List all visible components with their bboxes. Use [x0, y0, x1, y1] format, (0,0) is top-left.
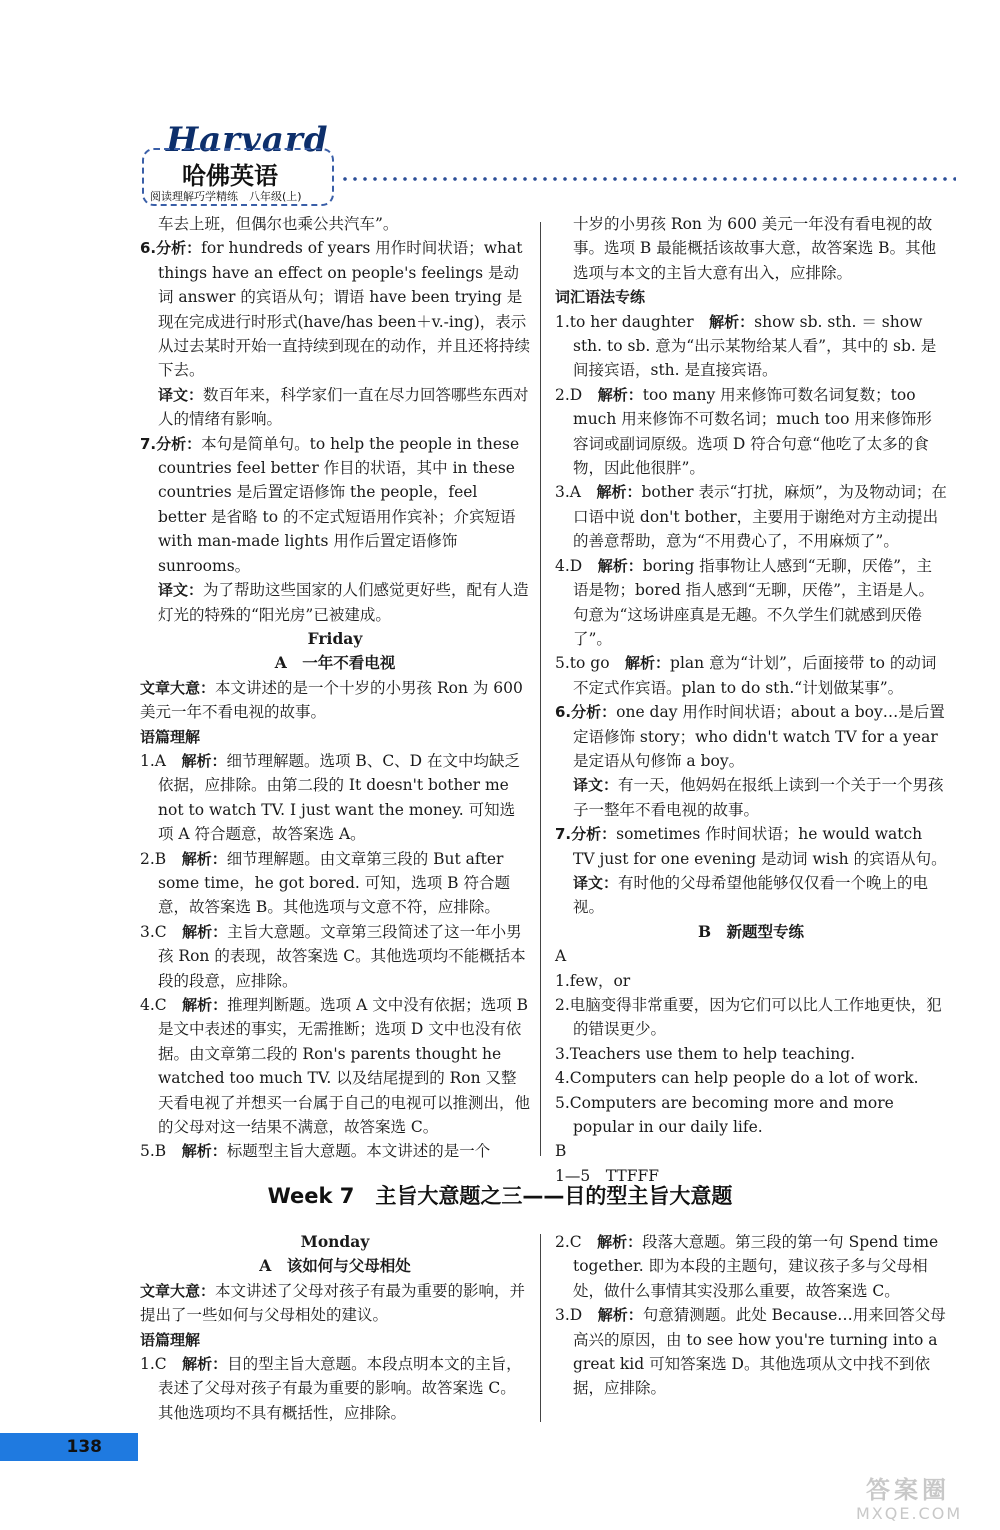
- answer-text: 1.few，or: [555, 971, 631, 990]
- answer-column-top-right: [555, 212, 947, 1188]
- watermark-url: MXQE.COM: [856, 1504, 963, 1523]
- answer-text: 5.to go: [555, 654, 626, 673]
- answer-paragraph: [555, 871, 947, 920]
- answer-text: 1.to her daughter: [555, 312, 710, 331]
- answer-text: 4.Computers can help people do a lot of work.: [555, 1069, 919, 1088]
- week-section-title: Week 7 主旨大意题之三——目的型主旨大意题: [267, 1184, 733, 1208]
- answer-paragraph: [555, 285, 947, 309]
- answer-text: B 新题型专练: [697, 921, 805, 941]
- answer-text: 有一天，他妈妈在报纸上读到一个关于一个男孩子一整年不看电视的故事。: [573, 776, 944, 819]
- answer-paragraph: [555, 1066, 947, 1090]
- answer-text: 4.D: [555, 556, 598, 575]
- answer-label: 语篇理解: [140, 1330, 201, 1349]
- answer-text: 1.A: [140, 751, 182, 770]
- answer-paragraph: [140, 1279, 530, 1328]
- answer-paragraph: [140, 627, 530, 651]
- answer-text: show sb. sth. ＝ show sth. to sb. 意为“出示某物给某人看”，其中的 sb. 是间接宾语，sth. 是直接宾语。: [573, 312, 937, 380]
- answer-label: 解析：: [597, 385, 643, 404]
- answer-text: 十岁的小男孩 Ron 为 600 美元一年没有看电视的故事。选项 B 最能概括该故事大意，故答案选 B。其他选项与本文的主旨大意有出入，应排除。: [573, 215, 937, 282]
- answer-label: 7.分析：: [555, 825, 617, 844]
- answer-text: sometimes 作时间状语；he would watch TV just for one evening 是动词 wish 的宾语从句。: [573, 825, 947, 868]
- answer-label: 解析：: [596, 483, 642, 502]
- answer-paragraph: [555, 310, 947, 383]
- answer-paragraph: [555, 773, 947, 822]
- answer-label: 词汇语法专练: [555, 288, 646, 307]
- answer-label: 解析：: [181, 1142, 227, 1161]
- answer-text: 本句是简单句。to help the people in these countries feel better 作目的状语，其中 in these countries 是后置定语修饰 the people，feel better 是省略 to 的不定式短语用作宾补；介宾短语 with man-made lights 用作后置定语修饰 sunrooms。: [158, 434, 520, 575]
- answer-label: 解析：: [182, 1355, 228, 1374]
- answer-paragraph: [555, 651, 947, 700]
- answer-paragraph: [555, 554, 947, 652]
- answer-paragraph: [140, 383, 530, 432]
- answer-paragraph: [140, 676, 530, 725]
- answer-label: 6.分析：: [555, 703, 617, 722]
- answer-label: 译文：: [573, 873, 619, 892]
- answer-text: 3.Teachers use them to help teaching.: [555, 1044, 856, 1063]
- answer-paragraph: [555, 944, 947, 968]
- answer-paragraph: [555, 1091, 947, 1140]
- answer-text: too many 用来修饰可数名词复数；too much 用来修饰不可数名词；much too 用来修饰形容词或副词原级。选项 D 符合句意“他吃了太多的食物，因此他很胖”。: [573, 385, 932, 478]
- answer-text: Friday: [307, 628, 363, 648]
- answer-text: 2.D: [555, 385, 598, 404]
- answer-label: 译文：: [158, 581, 204, 600]
- answer-paragraph: [555, 700, 947, 773]
- answer-paragraph: [140, 749, 530, 847]
- answer-text: Monday: [300, 1232, 370, 1251]
- watermark-logo: 答案圈: [866, 1476, 950, 1504]
- answer-text: for hundreds of years 用作时间状语；what things have an effect on people's feelings 是动词 answer 的宾语从句；谓语 have been trying 是现在完成进行时形式(have/has been＋v.-ing)，表示从过去某时开始一直持续到现在的动作，并且还将持续下去。: [158, 239, 531, 380]
- answer-text: 1—5 TTFFF: [555, 1166, 659, 1185]
- answer-text: 本文讲述的是一个十岁的小男孩 Ron 为 600 美元一年不看电视的故事。: [140, 678, 523, 722]
- answer-paragraph: [140, 1254, 530, 1278]
- book-subtitle: 阅读理解巧学精练 八年级(上): [150, 190, 302, 203]
- answer-text: 标题型主旨大意题。本文讲述的是一个: [226, 1142, 491, 1161]
- answer-text: A 一年不看电视: [274, 653, 396, 673]
- answer-text: 3.C: [140, 922, 183, 941]
- answer-text: 4.C: [140, 996, 183, 1014]
- answer-paragraph: [555, 920, 947, 944]
- answer-text: A: [555, 947, 567, 966]
- answer-text: 目的型主旨大意题。本段点明本文的主旨，表述了父母对孩子有最为重要的影响。故答案选 C。其他选项均不具有概括性，应排除。: [158, 1355, 522, 1422]
- answer-text: 5.Computers are becoming more and more popular in our daily life.: [555, 1093, 894, 1137]
- answer-text: 2.C: [555, 1233, 598, 1251]
- answer-column-top-left: [140, 212, 530, 1164]
- page-number: 138: [0, 1433, 138, 1461]
- answer-label: 译文：: [573, 776, 619, 795]
- answer-text: B: [555, 1142, 567, 1161]
- answer-text: 主旨大意题。文章第三段简述了这一年小男孩 Ron 的表现，故答案选 C。其他选项均不能概括本段的段意，应排除。: [158, 922, 526, 990]
- answer-text: 有时他的父母希望他能够仅仅看一个晚上的电视。: [573, 873, 929, 917]
- answer-text: 本文讲述了父母对孩子有最为重要的影响，并提出了一些如何与父母相处的建议。: [140, 1281, 526, 1325]
- answer-label: 解析：: [181, 849, 227, 868]
- column-divider-bottom: [540, 1234, 541, 1422]
- answer-paragraph: [140, 1230, 530, 1254]
- column-divider-top: [540, 222, 541, 1156]
- answer-paragraph: [140, 725, 530, 749]
- answer-text: plan 意为“计划”，后面接带 to 的动词不定式作宾语。plan to do sth.“计划做某事”。: [573, 654, 937, 697]
- answer-label: 解析：: [625, 654, 671, 673]
- answer-text: 5.B: [140, 1142, 182, 1161]
- answer-text: 段落大意题。第三段的第一句 Spend time together. 即为本段的主题句，建议孩子多与父母相处，做什么事情其实没那么重要，故答案选 C。: [573, 1233, 939, 1300]
- answer-label: 解析：: [597, 556, 643, 575]
- answer-text: 推理判断题。选项 A 文中没有依据；选项 B 是文中表述的事实，无需推断；选项 D 文中也没有依据。由文章第二段的 Ron's parents thought he watched too much TV. 以及结尾提到的 Ron 又整天看电视了并想买一台属于自己的电视可以推测出，他的父母对这一结果不满意，故答案选 C。: [158, 996, 531, 1137]
- header-dotted-rule: [340, 176, 956, 182]
- answer-label: 文章大意：: [140, 678, 216, 697]
- logo-chinese-title: 哈佛英语: [182, 162, 278, 190]
- answer-paragraph: [140, 1139, 530, 1163]
- answer-text: A 该如何与父母相处: [259, 1256, 411, 1276]
- answer-text: 1.C: [140, 1355, 183, 1374]
- answer-label: 语篇理解: [140, 727, 201, 746]
- answer-paragraph: [555, 1230, 947, 1303]
- answer-label: 解析：: [709, 312, 755, 331]
- answer-text: 3.A: [555, 483, 597, 502]
- answer-paragraph: [555, 1139, 947, 1163]
- answer-paragraph: [140, 993, 530, 1139]
- answer-paragraph: [555, 969, 947, 993]
- answer-text: 3.D: [555, 1306, 598, 1325]
- answer-paragraph: [140, 212, 530, 236]
- answer-label: 文章大意：: [140, 1281, 216, 1300]
- answer-label: 解析：: [182, 996, 228, 1014]
- answer-text: bother 表示“打扰，麻烦”，为及物动词；在口语中说 don't bother，主要用于谢绝对方主动提出的善意帮助，意为“不用费心了，不用麻烦了”。: [573, 483, 947, 551]
- answer-text: 数百年来，科学家们一直在尽力回答哪些东西对人的情绪有影响。: [158, 385, 529, 429]
- answer-paragraph: [555, 993, 947, 1042]
- answer-text: 车去上班，但偶尔也乘公共汽车”。: [158, 215, 399, 233]
- book-header: [138, 120, 338, 210]
- answer-text: 2.B: [140, 849, 182, 868]
- answer-text: one day 用作时间状语；about a boy…是后置定语修饰 story；who didn't watch TV for a year 是定语从句修饰 a boy。: [573, 703, 945, 770]
- answer-paragraph: [555, 383, 947, 481]
- answer-paragraph: [555, 822, 947, 871]
- answer-text: 句意猜测题。此处 Because…用来回答父母高兴的原因，由 to see how you're turning into a great kid 可知答案选 D。其他选项从文中找不到依据，应排除。: [573, 1306, 946, 1398]
- answer-paragraph: [140, 578, 530, 627]
- answer-paragraph: [140, 651, 530, 675]
- answer-paragraph: [140, 432, 530, 578]
- answer-label: 解析：: [181, 751, 227, 770]
- answer-paragraph: [140, 847, 530, 920]
- answer-text: 细节理解题。由文章第三段的 But after some time，he got bored. 可知，选项 B 符合题意，故答案选 B。其他选项与文意不符，应排除。: [158, 849, 510, 917]
- logo-harvard: Harvard: [166, 120, 329, 160]
- answer-paragraph: [140, 1328, 530, 1352]
- answer-text: 细节理解题。选项 B、C、D 在文中均缺乏依据，应排除。由第二段的 It doesn't bother me not to watch TV. I just want the money. 可知选项 A 符合题意，故答案选 A。: [158, 751, 521, 844]
- answer-paragraph: [555, 1042, 947, 1066]
- answer-text: 2.电脑变得非常重要，因为它们可以比人工作地更快，犯的错误更少。: [555, 996, 942, 1039]
- answer-paragraph: [555, 1303, 947, 1401]
- answer-paragraph: [555, 212, 947, 285]
- answer-label: 6.分析：: [140, 239, 202, 258]
- answer-paragraph: [140, 1352, 530, 1425]
- answer-label: 译文：: [158, 385, 204, 404]
- answer-column-bottom-right: [555, 1230, 947, 1401]
- answer-text: boring 指事物让人感到“无聊，厌倦”，主语是物；bored 指人感到“无聊，厌倦”，主语是人。句意为“这场讲座真是无趣。不久学生们就感到厌倦了”。: [573, 556, 935, 648]
- answer-label: 解析：: [597, 1306, 643, 1325]
- answer-column-bottom-left: [140, 1230, 530, 1425]
- answer-label: 解析：: [182, 922, 228, 941]
- answer-label: 解析：: [597, 1233, 643, 1251]
- answer-text: 为了帮助这些国家的人们感觉更好些，配有人造灯光的特殊的“阳光房”已被建成。: [158, 581, 529, 624]
- answer-paragraph: [140, 920, 530, 993]
- answer-paragraph: [140, 236, 530, 382]
- answer-label: 7.分析：: [140, 434, 202, 453]
- answer-paragraph: [555, 480, 947, 553]
